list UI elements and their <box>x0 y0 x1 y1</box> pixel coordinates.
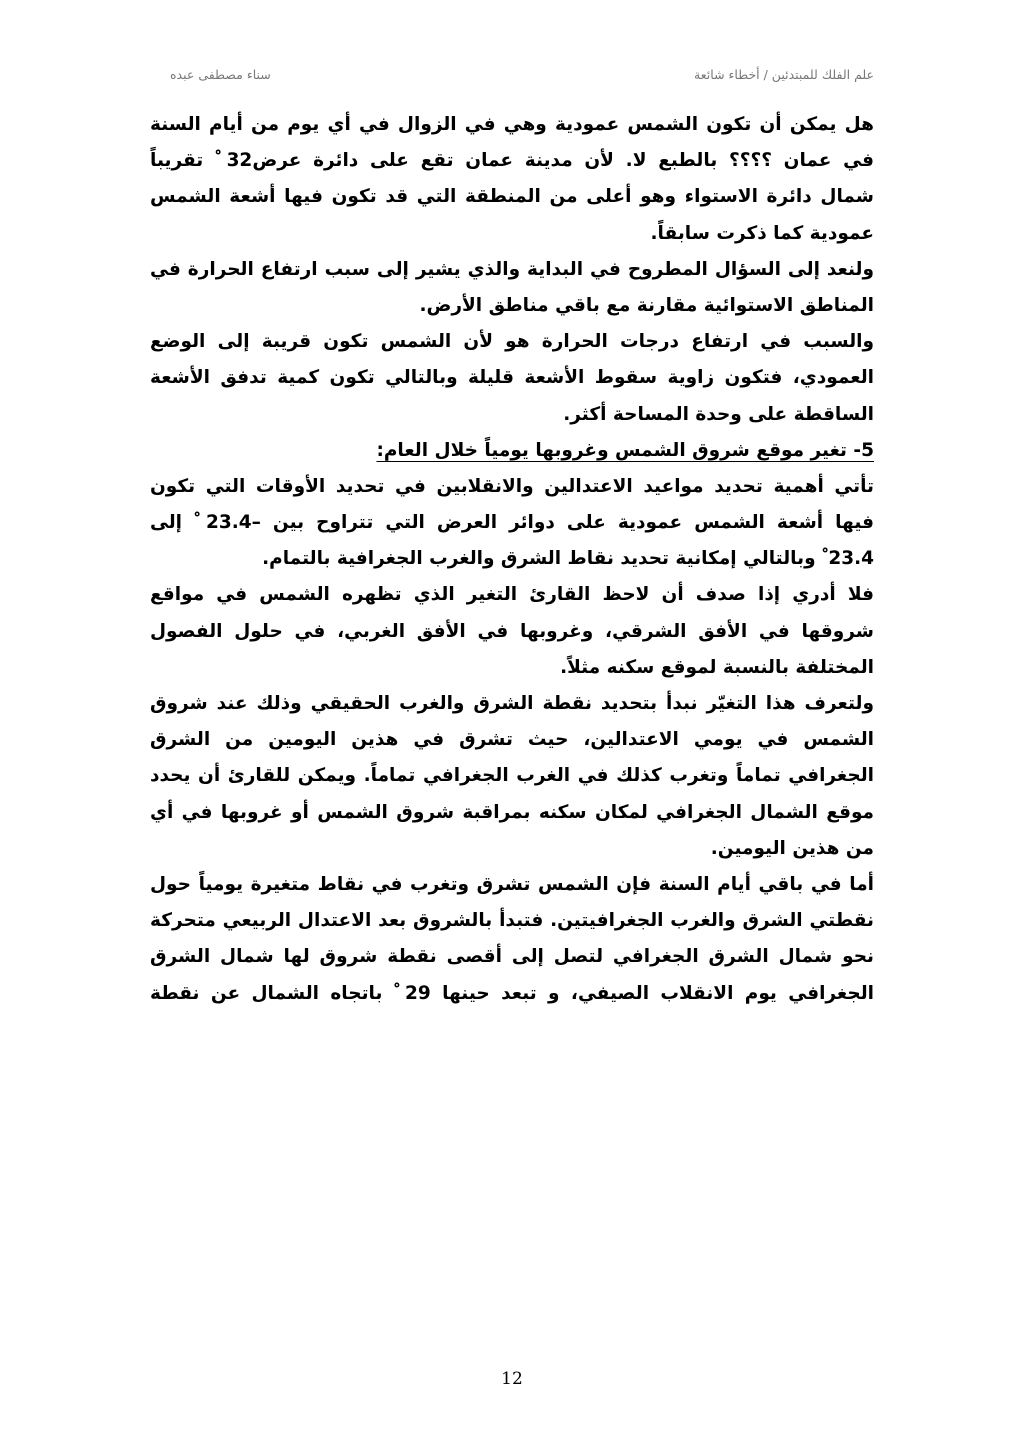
text-line: فيها أشعة الشمس عمودية على دوائر العرض التي تتراوح بين –23.4 ْ إلى <box>150 512 874 534</box>
body-text <box>150 107 874 1012</box>
text-line: فلا أدري إذا صدف أن لاحظ القارئ التغير الذي تظهره الشمس في مواقع <box>150 584 874 606</box>
text-line: الجغرافي تماماً وتغرب كذلك في الغرب الجغرافي تماماً. ويمكن للقارئ أن يحدد <box>150 765 874 787</box>
page-number: 12 <box>501 1369 523 1389</box>
text-line: نقطتي الشرق والغرب الجغرافيتين. فتبدأ بالشروق بعد الاعتدال الربيعي متحركة <box>150 910 874 932</box>
text-line: شروقها في الأفق الشرقي، وغروبها في الأفق الغربي، في حلول الفصول <box>150 620 874 642</box>
text-line: الجغرافي يوم الانقلاب الصيفي، و تبعد حينها 29 ْ باتجاه الشمال عن نقطة <box>150 982 874 1004</box>
text-line: عمودية كما ذكرت سابقاً. <box>650 222 874 244</box>
text-line: موقع الشمال الجغرافي لمكان سكنه بمراقبة شروق الشمس أو غروبها في أي <box>150 801 874 823</box>
text-line: العمودي، فتكون زاوية سقوط الأشعة قليلة وبالتالي تكون كمية تدفق الأشعة <box>150 367 874 389</box>
header-author: سناء مصطفى عبده <box>170 66 271 82</box>
text-line: ولنعد إلى السؤال المطروح في البداية والذي يشير إلى سبب ارتفاع الحرارة في <box>150 258 874 280</box>
text-line: أما في باقي أيام السنة فإن الشمس تشرق وتغرب في نقاط متغيرة يومياً حول <box>150 873 874 895</box>
text-line: المختلفة بالنسبة لموقع سكنه مثلاً. <box>560 656 874 678</box>
text-line: من هذين اليومين. <box>710 837 874 859</box>
page-header <box>170 62 874 86</box>
text-line: شمال دائرة الاستواء وهو أعلى من المنطقة التي قد تكون فيها أشعة الشمس <box>150 186 874 208</box>
text-line: في عمان ؟؟؟؟ بالطبع لا. لأن مدينة عمان تقع على دائرة عرض32 ْ تقريباً <box>150 150 874 172</box>
text-line: هل يمكن أن تكون الشمس عمودية وهي في الزوال في أي يوم من أيام السنة <box>150 114 874 135</box>
section-heading: 5- تغير موقع شروق الشمس وغروبها يومياً خلال العام: <box>376 439 874 461</box>
header-title: علم الفلك للمبتدئين / أخطاء شائعة <box>694 66 874 82</box>
text-line: تأتي أهمية تحديد مواعيد الاعتدالين والانقلابين في تحديد الأوقات التي تكون <box>150 475 874 497</box>
text-line: والسبب في ارتفاع درجات الحرارة هو لأن الشمس تكون قريبة إلى الوضع <box>150 331 874 353</box>
text-line: 23.4 ْ وبالتالي إمكانية تحديد نقاط الشرق والغرب الجغرافية بالتمام. <box>262 548 874 570</box>
text-line: الساقطة على وحدة المساحة أكثر. <box>563 403 874 425</box>
text-line: نحو شمال الشرق الجغرافي لتصل إلى أقصى نقطة شروق لها شمال الشرق <box>150 946 874 968</box>
text-line: الشمس في يومي الاعتدالين، حيث تشرق في هذين اليومين من الشرق <box>150 729 874 751</box>
text-line: ولتعرف هذا التغيّر نبدأ بتحديد نقطة الشرق والغرب الحقيقي وذلك عند شروق <box>150 693 874 714</box>
text-line: المناطق الاستوائية مقارنة مع باقي مناطق الأرض. <box>419 294 874 316</box>
